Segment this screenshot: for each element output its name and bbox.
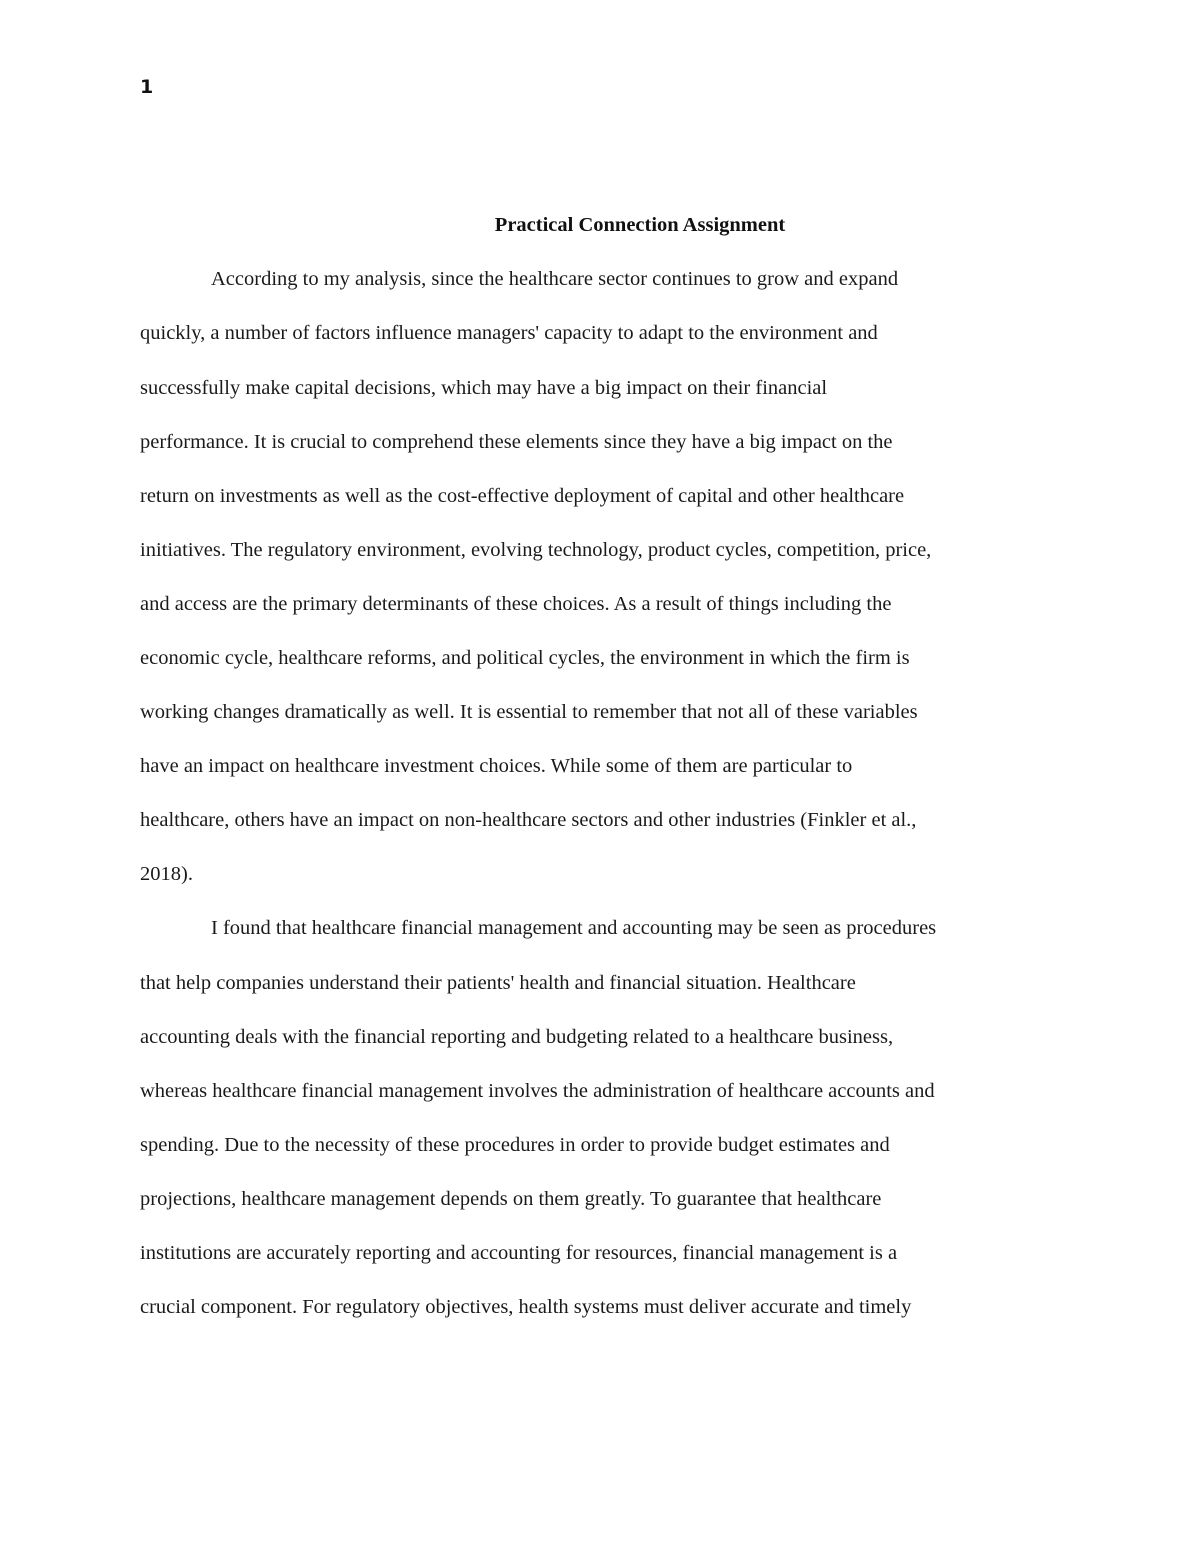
paragraph-1-line-5: return on investments as well as the cost-effective deployment of capital and other healthcare (140, 485, 905, 507)
paragraph-1-line-11: healthcare, others have an impact on non-healthcare sectors and other industries (Finkler et al., (140, 809, 917, 831)
page-number: 1 (140, 76, 154, 98)
paragraph-2-line-2: that help companies understand their patients' health and financial situation. Healthcare (140, 972, 856, 994)
paragraph-1-line-4: performance. It is crucial to comprehend these elements since they have a big impact on the (140, 431, 893, 453)
document-title: Practical Connection Assignment (494, 214, 786, 236)
paragraph-2-line-8: crucial component. For regulatory objectives, health systems must deliver accurate and timely (140, 1296, 912, 1318)
paragraph-1-line-9: working changes dramatically as well. It is essential to remember that not all of these variables (140, 701, 918, 723)
paragraph-1-line-3: successfully make capital decisions, which may have a big impact on their financial (140, 377, 828, 399)
paragraph-2-line-7: institutions are accurately reporting and accounting for resources, financial management is a (140, 1242, 898, 1264)
paragraph-1-line-7: and access are the primary determinants of these choices. As a result of things including the (140, 593, 892, 615)
paragraph-1-line-1: According to my analysis, since the healthcare sector continues to grow and expand (211, 268, 899, 290)
paragraph-1-line-12: 2018). (140, 863, 193, 885)
paragraph-2-line-3: accounting deals with the financial reporting and budgeting related to a healthcare business, (140, 1026, 894, 1048)
paragraph-1-line-10: have an impact on healthcare investment choices. While some of them are particular to (140, 755, 853, 777)
paragraph-2-line-5: spending. Due to the necessity of these procedures in order to provide budget estimates and (140, 1134, 890, 1156)
paragraph-1-line-2: quickly, a number of factors influence managers' capacity to adapt to the environment and (140, 322, 878, 344)
paragraph-1-line-6: initiatives. The regulatory environment, evolving technology, product cycles, competition, price, (140, 539, 932, 561)
paragraph-2-line-1: I found that healthcare financial management and accounting may be seen as procedures (211, 917, 937, 939)
paragraph-1-line-8: economic cycle, healthcare reforms, and political cycles, the environment in which the firm is (140, 647, 910, 669)
paragraph-2-line-4: whereas healthcare financial management involves the administration of healthcare accounts and (140, 1080, 935, 1102)
paragraph-2-line-6: projections, healthcare management depends on them greatly. To guarantee that healthcare (140, 1188, 882, 1210)
